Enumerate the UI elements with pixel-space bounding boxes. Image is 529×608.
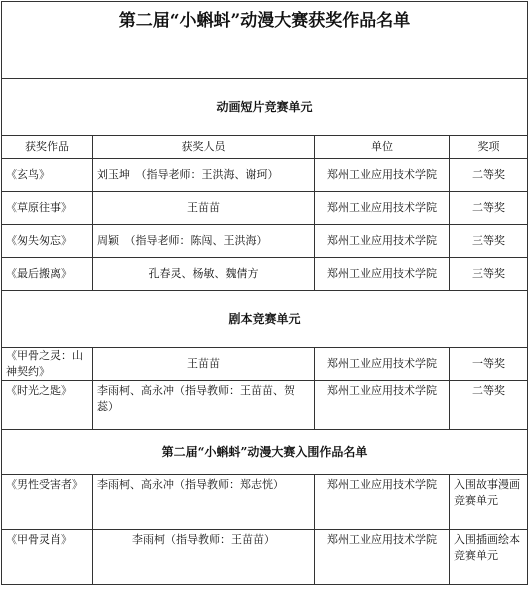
unit-name: 郑州工业应用技术学院 <box>315 225 450 258</box>
award-level: 二等奖 <box>450 159 528 192</box>
unit-name: 郑州工业应用技术学院 <box>315 381 450 430</box>
work-title: 《草原往事》 <box>2 192 93 225</box>
section-heading-shortlist: 第二届“小蝌蚪”动漫大赛入围作品名单 <box>2 430 528 475</box>
winner-names: 刘玉坤 （指导老师：王洪海、谢珂） <box>93 159 315 192</box>
table-header-row <box>2 136 528 159</box>
header-unit: 单位 <box>315 136 450 159</box>
award-level: 二等奖 <box>450 381 528 430</box>
header-people: 获奖人员 <box>93 136 315 159</box>
table-row <box>2 381 528 430</box>
unit-name: 郑州工业应用技术学院 <box>315 475 450 530</box>
unit-name: 郑州工业应用技术学院 <box>315 348 450 381</box>
table-row <box>2 159 528 192</box>
work-title: 《玄鸟》 <box>2 159 93 192</box>
section-heading-animation: 动画短片竞赛单元 <box>2 79 528 136</box>
work-title: 《甲骨灵肖》 <box>2 530 93 585</box>
work-title: 《时光之匙》 <box>2 381 93 430</box>
table-row <box>2 348 528 381</box>
work-title: 《甲骨之灵：山神契约》 <box>2 348 93 381</box>
table-row <box>2 475 528 530</box>
award-level: 二等奖 <box>450 192 528 225</box>
table-row <box>2 530 528 585</box>
unit-name: 郑州工业应用技术学院 <box>315 530 450 585</box>
award-level: 一等奖 <box>450 348 528 381</box>
award-level: 三等奖 <box>450 225 528 258</box>
winner-names: 周颖 （指导老师：陈闯、王洪海） <box>93 225 315 258</box>
award-level: 入围故事漫画竞赛单元 <box>450 475 528 530</box>
award-level: 入围插画绘本竞赛单元 <box>450 530 528 585</box>
table-row <box>2 192 528 225</box>
unit-name: 郑州工业应用技术学院 <box>315 159 450 192</box>
unit-name: 郑州工业应用技术学院 <box>315 258 450 291</box>
header-award: 奖项 <box>450 136 528 159</box>
work-title: 《匆失匆忘》 <box>2 225 93 258</box>
work-title: 《最后搬离》 <box>2 258 93 291</box>
winner-names: 李雨柯、高永冲（指导教师：王苗苗、贺蕊） <box>93 381 315 430</box>
section-heading-script: 剧本竞赛单元 <box>2 291 528 348</box>
winner-names: 孔春灵、杨敏、魏倩方 <box>93 258 315 291</box>
winner-names: 王苗苗 <box>93 348 315 381</box>
unit-name: 郑州工业应用技术学院 <box>315 192 450 225</box>
page-title: 第二届“小蝌蚪”动漫大赛获奖作品名单 <box>2 2 528 79</box>
award-level: 三等奖 <box>450 258 528 291</box>
table-row <box>2 258 528 291</box>
winner-names: 李雨柯、高永冲（指导教师：郑志恍） <box>93 475 315 530</box>
winner-names: 王苗苗 <box>93 192 315 225</box>
header-work: 获奖作品 <box>2 136 93 159</box>
winner-names: 李雨柯（指导教师：王苗苗） <box>93 530 315 585</box>
work-title: 《男性受害者》 <box>2 475 93 530</box>
award-list-table <box>1 1 528 585</box>
table-row <box>2 225 528 258</box>
